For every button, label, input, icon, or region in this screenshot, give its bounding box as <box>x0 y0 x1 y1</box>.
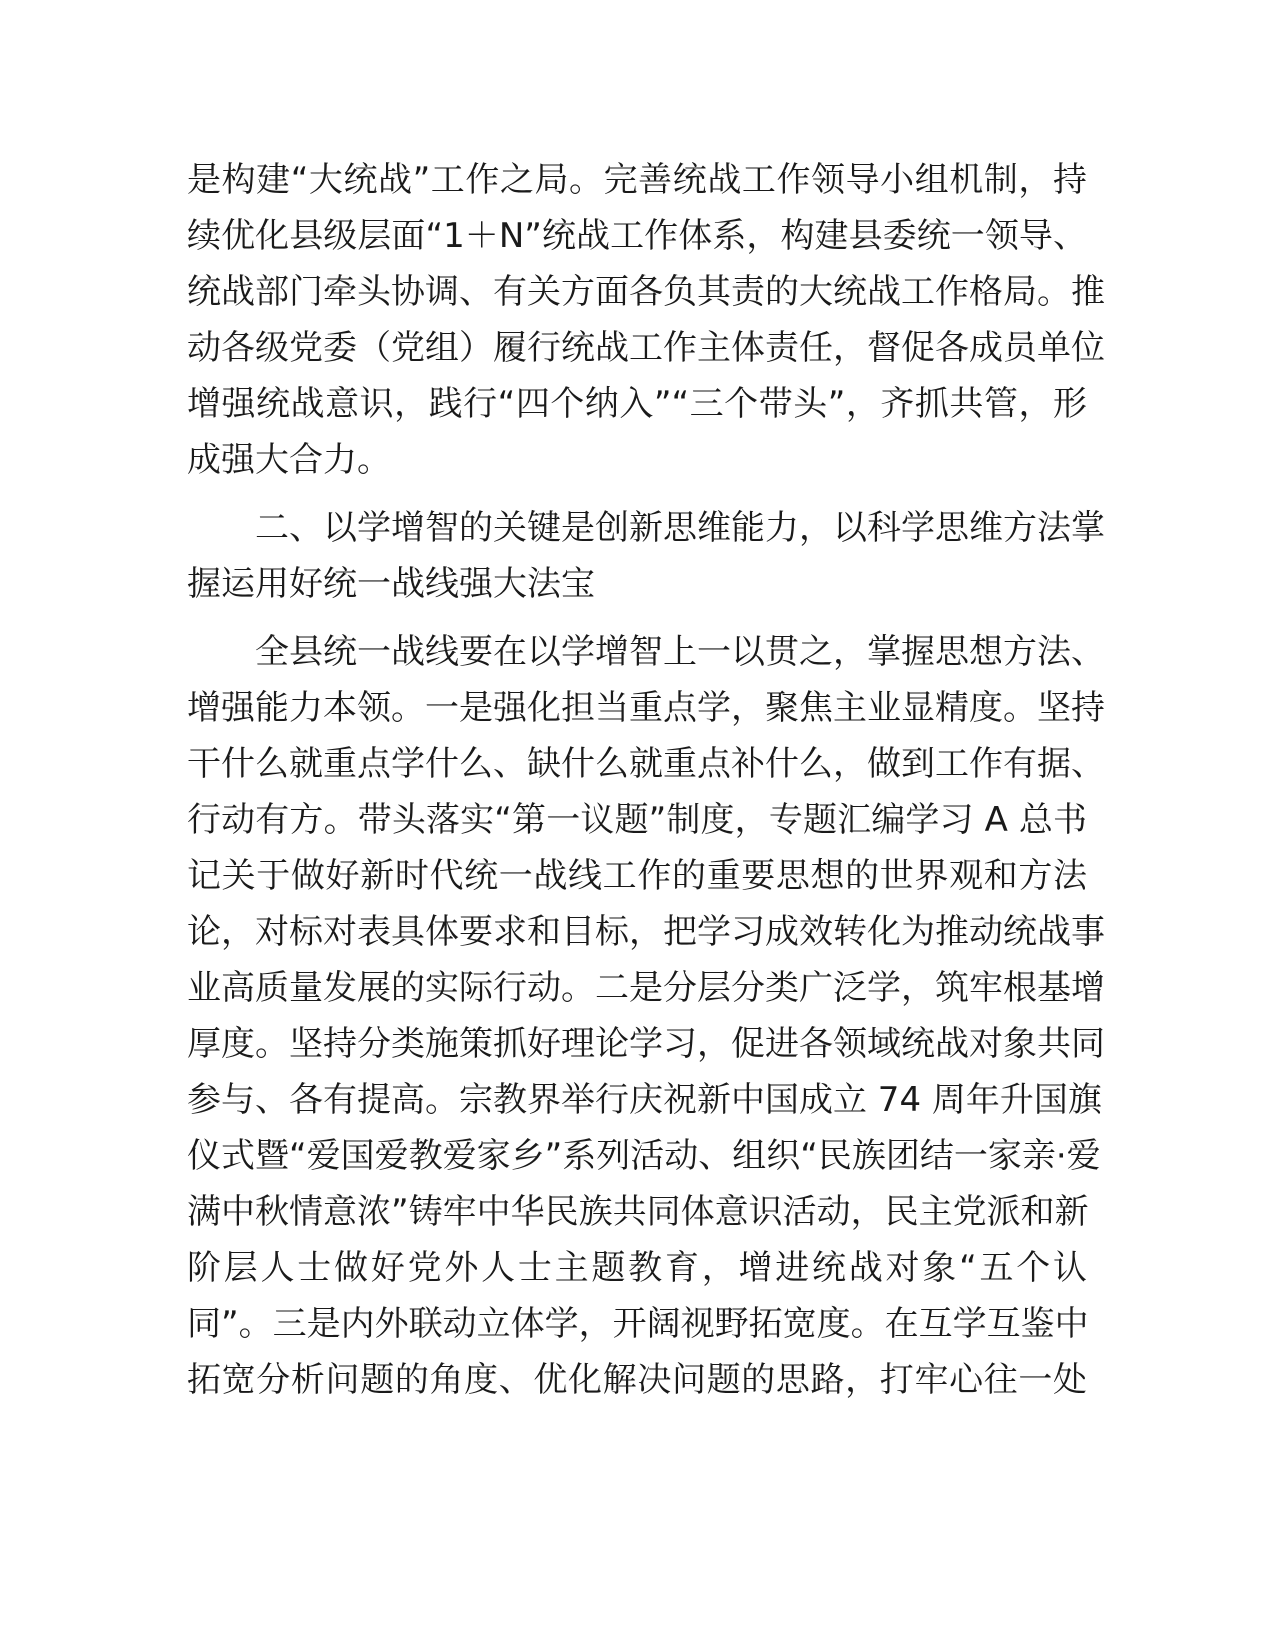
text-line: 全县统一战线要在以学增智上一以贯之，掌握思想方法、 <box>255 632 1105 672</box>
heading-line: 握运用好统一战线强大法宝 <box>187 564 595 604</box>
text-line: 厚度。坚持分类施策抓好理论学习，促进各领域统战对象共同 <box>187 1024 1105 1064</box>
text-line: 续优化县级层面“1＋N”统战工作体系，构建县委统一领导、 <box>187 216 1087 256</box>
text-line: 阶层人士做好党外人士主题教育，增进统战对象“五个认 <box>187 1248 1087 1288</box>
text-line: 论，对标对表具体要求和目标，把学习成效转化为推动统战事 <box>187 912 1105 952</box>
text-line: 成强大合力。 <box>187 440 391 480</box>
text-line: 动各级党委（党组）履行统战工作主体责任，督促各成员单位 <box>187 328 1105 368</box>
text-line: 同”。三是内外联动立体学，开阔视野拓宽度。在互学互鉴中 <box>187 1304 1089 1344</box>
paragraph-2 <box>187 624 1105 1408</box>
paragraph-1 <box>187 152 1105 488</box>
text-line: 行动有方。带头落实“第一议题”制度，专题汇编学习 A 总书 <box>187 800 1087 840</box>
text-line: 是构建“大统战”工作之局。完善统战工作领导小组机制，持 <box>187 160 1087 200</box>
text-line: 参与、各有提高。宗教界举行庆祝新中国成立 74 周年升国旗 <box>187 1080 1102 1120</box>
text-line: 增强统战意识，践行“四个纳入”“三个带头”，齐抓共管，形 <box>187 384 1087 424</box>
text-line: 记关于做好新时代统一战线工作的重要思想的世界观和方法 <box>187 856 1087 896</box>
text-line: 业高质量发展的实际行动。二是分层分类广泛学，筑牢根基增 <box>187 968 1105 1008</box>
heading-line: 二、以学增智的关键是创新思维能力，以科学思维方法掌 <box>255 508 1105 548</box>
text-line: 干什么就重点学什么、缺什么就重点补什么，做到工作有据、 <box>187 744 1105 784</box>
text-line: 增强能力本领。一是强化担当重点学，聚焦主业显精度。坚持 <box>187 688 1105 728</box>
text-line: 仪式暨“爱国爱教爱家乡”系列活动、组织“民族团结一家亲·爱 <box>187 1136 1101 1176</box>
text-line: 拓宽分析问题的角度、优化解决问题的思路，打牢心往一处 <box>187 1360 1087 1400</box>
section-heading <box>187 500 1105 612</box>
text-line: 统战部门牵头协调、有关方面各负其责的大统战工作格局。推 <box>187 272 1105 312</box>
document-body <box>187 152 1105 1408</box>
paragraph-spacer <box>187 612 1087 624</box>
paragraph-spacer <box>187 488 1087 500</box>
text-line: 满中秋情意浓”铸牢中华民族共同体意识活动，民主党派和新 <box>187 1192 1089 1232</box>
